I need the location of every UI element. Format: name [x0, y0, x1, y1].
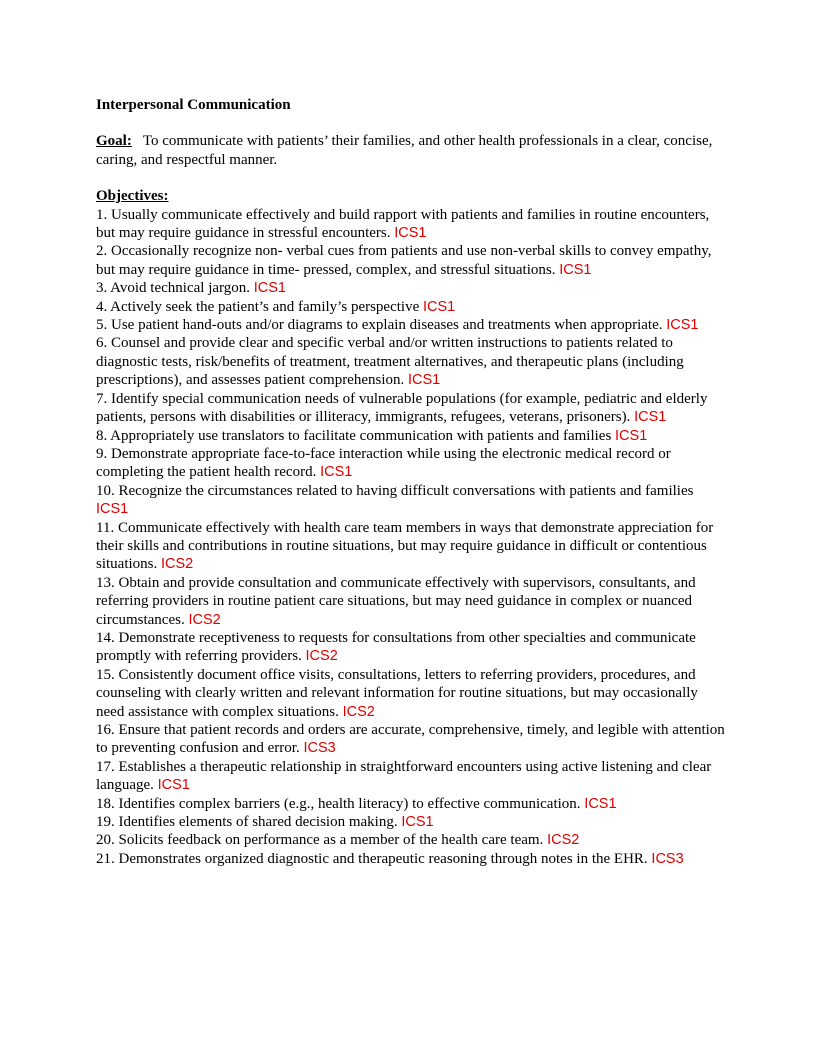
competency-code: ICS1: [584, 795, 617, 812]
objective-item: [96, 390, 726, 427]
objective-text: 8. Appropriately use translators to facilitate communication with patients and families: [96, 427, 612, 444]
goal-paragraph: [96, 132, 726, 169]
objective-item: [96, 629, 726, 666]
objective-item: [96, 445, 726, 482]
goal-text: To communicate with patients’ their families, and other health professionals in a clear, concise, caring, and respectful manner.: [96, 133, 713, 168]
objectives-list: [96, 206, 726, 869]
objective-text: 13. Obtain and provide consultation and communicate effectively with supervisors, consultants, and referring providers in routine patient care situations, but may need guidance in complex or nuanced circumstances.: [96, 574, 696, 628]
objective-text: 10. Recognize the circumstances related to having difficult conversations with patients and families: [96, 482, 694, 499]
objective-item: [96, 427, 726, 445]
objective-text: 17. Establishes a therapeutic relationship in straightforward encounters using active listening and clear language.: [96, 758, 712, 794]
competency-code: ICS2: [305, 648, 338, 665]
objective-text: 14. Demonstrate receptiveness to requests for consultations from other specialties and communicate promptly with referring providers.: [96, 629, 696, 665]
competency-code: ICS1: [320, 464, 353, 481]
objective-item: [96, 334, 726, 389]
objective-text: 1. Usually communicate effectively and build rapport with patients and families in routine encounters, but may require guidance in stressful encounters.: [96, 206, 710, 242]
competency-code: ICS1: [253, 280, 286, 297]
competency-code: ICS1: [408, 372, 441, 389]
document-title: Interpersonal Communication: [96, 97, 291, 113]
objective-item: [96, 316, 726, 334]
objective-text: 2. Occasionally recognize non- verbal cues from patients and use non-verbal skills to convey empathy, but may require guidance in time- pressed, complex, and stressful situations.: [96, 243, 712, 278]
objective-item: [96, 831, 726, 849]
goal-label: Goal:: [96, 133, 132, 150]
competency-code: ICS1: [394, 225, 427, 242]
competency-code: ICS2: [188, 611, 221, 628]
objective-text: 21. Demonstrates organized diagnostic and therapeutic reasoning through notes in the EHR.: [96, 850, 648, 867]
objective-text: 4. Actively seek the patient’s and family’s perspective: [96, 298, 420, 315]
objective-text: 5. Use patient hand-outs and/or diagrams to explain diseases and treatments when appropriate.: [96, 317, 663, 334]
competency-code: ICS2: [342, 703, 375, 720]
competency-code: ICS1: [634, 409, 667, 426]
objective-item: [96, 666, 726, 721]
objective-text: 6. Counsel and provide clear and specific verbal and/or written instructions to patients related to diagnostic tests, risk/benefits of treatment, treatment alternatives, and therapeutic plans (including prescriptions), and assesses patient comprehension.: [96, 335, 684, 389]
objective-item: [96, 279, 726, 297]
competency-code: ICS1: [157, 777, 190, 794]
competency-code: ICS2: [547, 832, 580, 849]
objective-text: 15. Consistently document office visits, consultations, letters to referring providers, procedures, and counseling with clearly written and relevant information for routine situations, but may occasionally need assistance with complex situations.: [96, 666, 698, 720]
competency-code: ICS2: [161, 556, 194, 573]
objective-text: 11. Communicate effectively with health care team members in ways that demonstrate appreciation for their skills and contributions in routine situations, but may require guidance in difficult or contentious situations.: [96, 519, 714, 573]
objective-item: [96, 519, 726, 574]
objective-item: [96, 574, 726, 629]
objective-text: 18. Identifies complex barriers (e.g., health literacy) to effective communication.: [96, 795, 581, 812]
competency-code: ICS1: [401, 814, 434, 831]
objective-item: [96, 242, 726, 279]
objective-item: [96, 813, 726, 831]
objective-item: [96, 482, 726, 519]
competency-code: ICS3: [303, 740, 336, 757]
objective-text: 3. Avoid technical jargon.: [96, 280, 250, 297]
objective-text: 20. Solicits feedback on performance as a member of the health care team.: [96, 832, 544, 849]
objective-item: [96, 298, 726, 316]
competency-code: ICS1: [559, 261, 592, 278]
competency-code: ICS1: [423, 298, 456, 315]
objective-item: [96, 721, 726, 758]
objective-text: 19. Identifies elements of shared decision making.: [96, 814, 398, 831]
objective-text: 16. Ensure that patient records and orders are accurate, comprehensive, timely, and legible with attention to preventing confusion and error.: [96, 722, 725, 757]
competency-code: ICS1: [666, 317, 699, 334]
objectives-label: Objectives:: [96, 188, 169, 205]
competency-code: ICS1: [615, 427, 648, 444]
objective-item: [96, 206, 726, 243]
objective-item: [96, 758, 726, 795]
objective-item: [96, 795, 726, 813]
objective-text: 9. Demonstrate appropriate face-to-face interaction while using the electronic medical record or completing the patient health record.: [96, 445, 671, 481]
objective-item: [96, 850, 726, 868]
objective-text: 7. Identify special communication needs of vulnerable populations (for example, pediatric and elderly patients, persons with disabilities or illiteracy, immigrants, refugees, veterans, prisoners).: [96, 390, 708, 426]
competency-code: ICS3: [651, 850, 684, 867]
competency-code: ICS1: [96, 501, 129, 518]
